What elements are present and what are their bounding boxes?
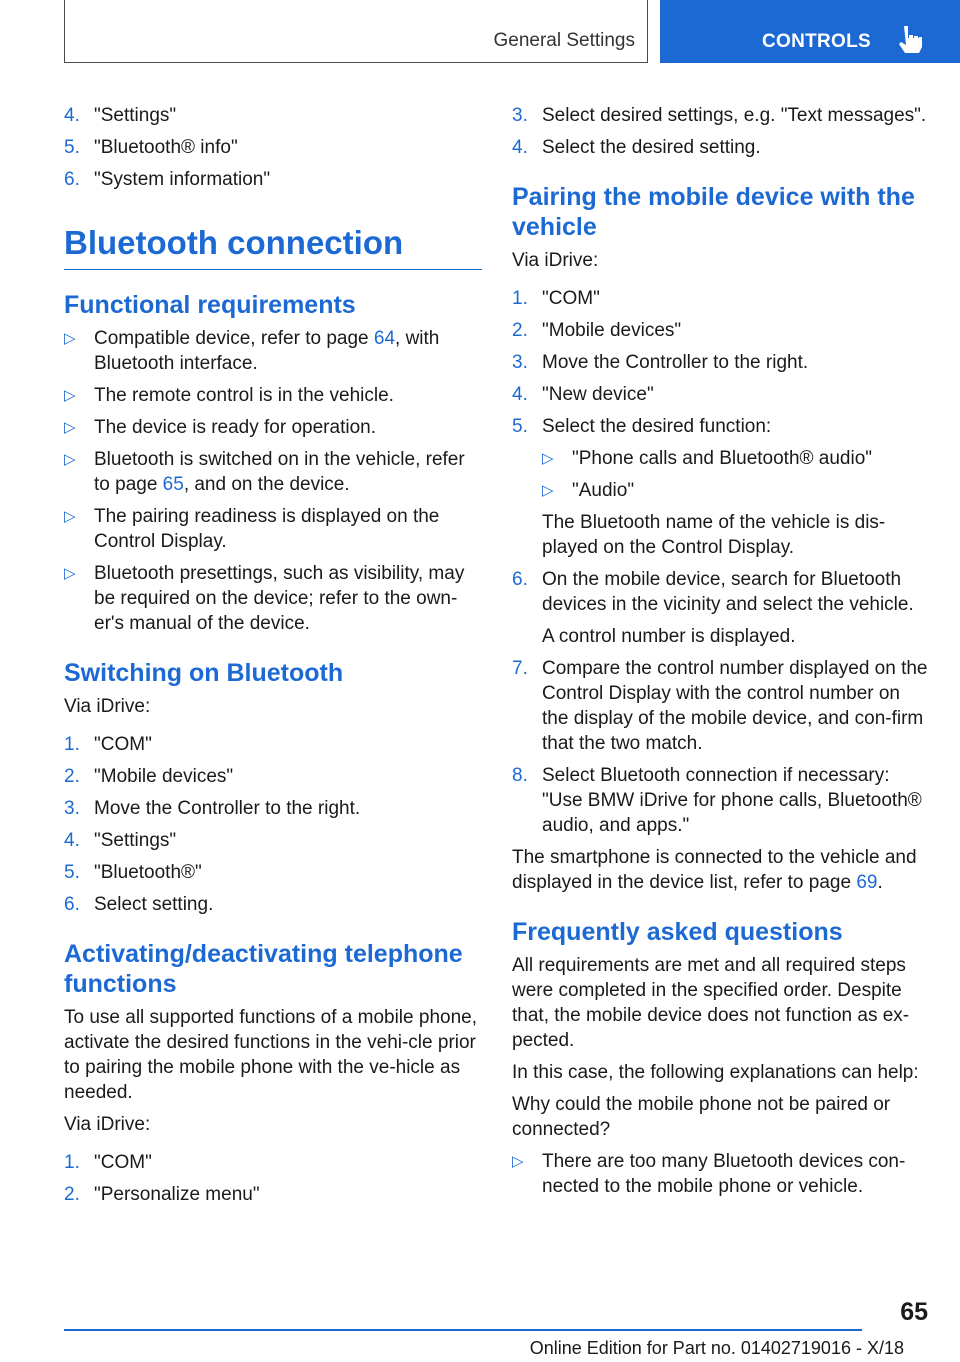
step-number: 6. (64, 169, 80, 190)
footer-divider (64, 1329, 862, 1331)
step-text: "System information" (94, 169, 271, 190)
step-text: "Settings" (94, 105, 177, 126)
faq-question: Why could the mobile phone not be paired or connected? (512, 1094, 891, 1140)
list-item (512, 656, 930, 756)
bullet-text: The remote control is in the vehicle. (94, 385, 394, 406)
step-text: Select setting. (94, 894, 214, 915)
list-item (64, 561, 482, 636)
step-number: 4. (512, 384, 528, 405)
triangle-bullet-icon: ▷ (512, 1153, 524, 1170)
page-link[interactable]: 65 (162, 474, 184, 495)
step-number: 1. (512, 288, 528, 309)
step-number: 2. (512, 320, 528, 341)
step-text: Move the Controller to the right. (94, 798, 361, 819)
via-idrive-text: Via iDrive: (64, 696, 151, 717)
triangle-bullet-icon: ▷ (64, 508, 76, 525)
list-item (64, 796, 482, 821)
bullet-text: The device is ready for operation. (94, 417, 376, 438)
step-number: 2. (64, 1184, 80, 1205)
triangle-bullet-icon: ▷ (64, 565, 76, 582)
list-item (64, 1150, 482, 1175)
pairing-steps (512, 286, 930, 838)
page-number: 65 (900, 1298, 928, 1326)
triangle-bullet-icon: ▷ (64, 451, 76, 468)
step-number: 3. (512, 352, 528, 373)
main-heading: Bluetooth connection (64, 223, 482, 270)
triangle-bullet-icon: ▷ (542, 482, 554, 499)
list-item (64, 1182, 482, 1207)
step-text: On the mobile device, search for Bluetooth devices in the vicinity and select the vehicle. (542, 569, 914, 615)
list-item (64, 383, 482, 408)
step-text: "Personalize menu" (94, 1184, 260, 1205)
list-item (64, 504, 482, 554)
step-number: 5. (64, 862, 80, 883)
triangle-bullet-icon: ▷ (64, 387, 76, 404)
step-number: 5. (64, 137, 80, 158)
list-item (64, 415, 482, 440)
connected-paragraph (512, 845, 930, 895)
step-text: Select desired settings, e.g. "Text messages". (542, 105, 927, 126)
header-chapter-tab[interactable] (660, 0, 960, 63)
step-number: 4. (512, 137, 528, 158)
bullet-text: The pairing readiness is displayed on the Control Display. (94, 506, 440, 552)
top-list (64, 103, 482, 192)
list-item (512, 567, 930, 617)
step-number: 1. (64, 734, 80, 755)
list-item (512, 103, 930, 128)
step-number: 4. (64, 830, 80, 851)
step-number: 1. (64, 1152, 80, 1173)
sub-list-item (542, 478, 930, 503)
step-text: "COM" (94, 734, 152, 755)
step-text: "COM" (542, 288, 600, 309)
bullet-text: "Phone calls and Bluetooth® audio" (572, 448, 873, 469)
step-number: 6. (512, 569, 528, 590)
pointing-hand-icon (896, 24, 922, 54)
pairing-heading: Pairing the mobile device with the vehicle (512, 183, 915, 241)
requirements-list (64, 326, 482, 636)
step-text: "Settings" (94, 830, 177, 851)
step-text: "Mobile devices" (94, 766, 234, 787)
right-column (512, 103, 930, 1206)
triangle-bullet-icon: ▷ (64, 330, 76, 347)
page-link[interactable]: 69 (856, 872, 878, 893)
header-section-title: General Settings (493, 30, 635, 51)
step-text: "Bluetooth®" (94, 862, 202, 883)
faq-heading: Frequently asked questions (512, 918, 843, 946)
list-item (512, 414, 930, 439)
bullet-text: There are too many Bluetooth devices con‐nected to the mobile phone or vehicle. (542, 1151, 906, 1197)
edition-info: Online Edition for Part no. 01402719016 - X/18 (529, 1338, 904, 1358)
header-section-box (64, 0, 648, 63)
step-text: "New device" (542, 384, 654, 405)
step-number: 4. (64, 105, 80, 126)
list-item (64, 860, 482, 885)
step-text: "Bluetooth® info" (94, 137, 238, 158)
step-number: 3. (64, 798, 80, 819)
activating-paragraph: To use all supported functions of a mobile phone, activate the desired functions in the vehi‐cle prior to pairing the mobile phone with the ve‐hicle as needed. (64, 1007, 477, 1103)
switching-on-heading: Switching on Bluetooth (64, 659, 344, 687)
activating-heading: Activating/deactivating telephone functions (64, 940, 463, 998)
list-item (512, 1149, 930, 1199)
step-number: 7. (512, 658, 528, 679)
via-idrive-text: Via iDrive: (64, 1114, 151, 1135)
step-text: Select Bluetooth connection if necessary: "Use BMW iDrive for phone calls, Bluetooth® audio, and apps." (542, 765, 922, 836)
bullet-text: Bluetooth presettings, such as visibility, may be required on the device; refer to the own‐er's manual of the device. (94, 563, 465, 634)
triangle-bullet-icon: ▷ (542, 450, 554, 467)
bullet-text: , and on the device. (183, 474, 350, 495)
step-number: 3. (512, 105, 528, 126)
step-text: Move the Controller to the right. (542, 352, 809, 373)
top-list (512, 103, 930, 160)
list-item (512, 318, 930, 343)
bullet-text: , with Bluetooth interface. (94, 328, 440, 374)
list-item (64, 764, 482, 789)
bullet-text: Compatible device, refer to page (94, 328, 374, 349)
step-text: Select the desired setting. (542, 137, 761, 158)
step-text: "Mobile devices" (542, 320, 682, 341)
step-text: Select the desired function: (542, 416, 772, 437)
step-number: 8. (512, 765, 528, 786)
list-item (512, 135, 930, 160)
step-note: A control number is displayed. (542, 626, 796, 647)
list-item (64, 828, 482, 853)
triangle-bullet-icon: ▷ (64, 419, 76, 436)
list-item (64, 326, 482, 376)
list-item (64, 892, 482, 917)
page-link[interactable]: 64 (373, 328, 396, 349)
step-text: "COM" (94, 1152, 152, 1173)
faq-paragraph: In this case, the following explanations can help: (512, 1062, 919, 1083)
list-item (512, 350, 930, 375)
list-item (64, 167, 482, 192)
step-number: 2. (64, 766, 80, 787)
functional-requirements-heading: Functional requirements (64, 291, 356, 319)
faq-paragraph: All requirements are met and all required steps were completed in the specified order. Despite that, the mobile device does not function as ex‐pected. (512, 955, 910, 1051)
via-idrive-text: Via iDrive: (512, 250, 599, 271)
chapter-tab-label: CONTROLS (762, 31, 872, 52)
sub-list-item (542, 446, 930, 471)
step-note: The Bluetooth name of the vehicle is dis‐played on the Control Display. (542, 512, 886, 558)
list-item (512, 763, 930, 838)
bullet-text: "Audio" (572, 480, 635, 501)
bullet-text: Bluetooth is switched on in the vehicle, refer to page (94, 449, 465, 495)
list-item (64, 732, 482, 757)
list-item (512, 382, 930, 407)
list-item (64, 447, 482, 497)
step-number: 5. (512, 416, 528, 437)
list-item (64, 103, 482, 128)
activating-steps (64, 1150, 482, 1207)
paragraph-text: The smartphone is connected to the vehicle and displayed in the device list, refer to page (512, 847, 917, 893)
step-text: Compare the control number displayed on the Control Display with the control number on the display of the mobile device, and con‐firm that the two match. (542, 658, 928, 754)
paragraph-text: . (877, 872, 883, 893)
list-item (512, 286, 930, 311)
list-item (64, 135, 482, 160)
left-column (64, 103, 482, 1214)
switching-steps (64, 732, 482, 917)
step-number: 6. (64, 894, 80, 915)
